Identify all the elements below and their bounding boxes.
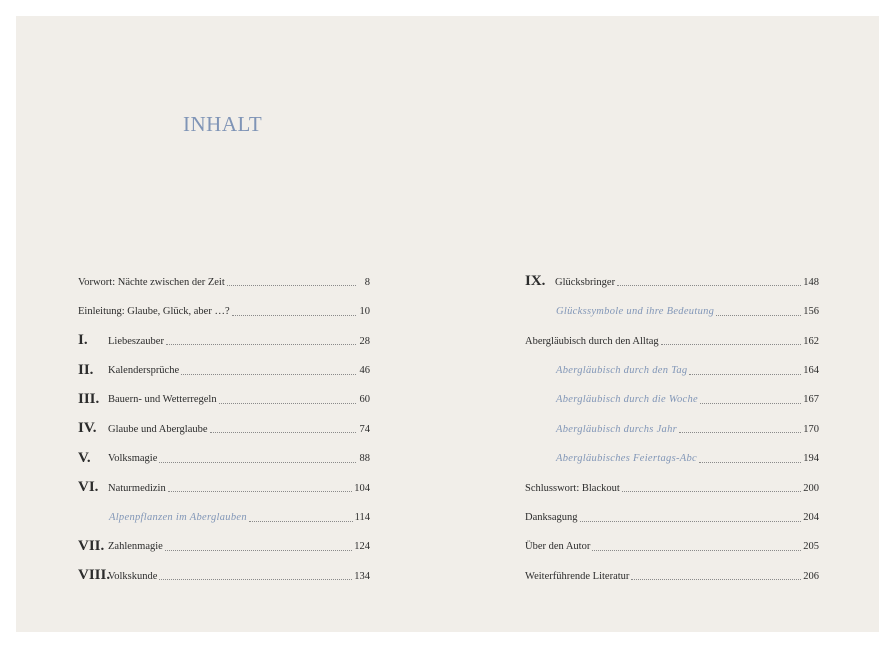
toc-entry — [525, 319, 819, 348]
dot-leader — [159, 579, 352, 580]
toc-entry — [78, 436, 370, 465]
toc-entry — [78, 348, 370, 377]
toc-entry — [525, 289, 819, 318]
dot-leader — [227, 285, 356, 286]
toc-entry — [525, 378, 819, 407]
page-number: 88 — [359, 453, 370, 465]
chapter-number: IV. — [78, 420, 97, 437]
toc-entry-label: Zahlenmagie — [108, 541, 163, 553]
chapter-number: V. — [78, 449, 91, 466]
dot-leader — [219, 403, 356, 404]
toc-entry-label: Kalendersprüche — [108, 365, 180, 377]
dot-leader — [689, 374, 801, 375]
page-number: 28 — [359, 335, 370, 347]
page-number: 148 — [803, 276, 819, 288]
page-number: 204 — [803, 512, 819, 524]
chapter-number: VI. — [78, 479, 99, 496]
page-number: 124 — [354, 541, 370, 553]
dot-leader — [700, 403, 801, 404]
toc-entry — [78, 495, 370, 524]
toc-entry-label: Volksmagie — [108, 453, 158, 465]
toc-entry-label: Liebeszauber — [108, 335, 164, 347]
dot-leader — [159, 462, 356, 463]
toc-entry-label: Glaube und Aberglaube — [108, 423, 208, 435]
page-number: 167 — [803, 394, 819, 406]
page-number: 194 — [803, 453, 819, 465]
page-number: 134 — [354, 570, 370, 582]
page-number: 162 — [803, 335, 819, 347]
dot-leader — [631, 579, 801, 580]
toc-entry-label: Danksagung — [525, 512, 578, 524]
toc-entry — [525, 260, 819, 289]
toc-entry-label: Glücksbringer — [555, 276, 616, 288]
toc-entry-label: Einleitung: Glaube, Glück, aber …? — [78, 306, 230, 318]
dot-leader — [166, 344, 356, 345]
page-number: 104 — [354, 482, 370, 494]
toc-entry — [78, 319, 370, 348]
chapter-number: VIII. — [78, 567, 111, 584]
page-number: 46 — [359, 365, 370, 377]
toc-subentry-label: Alpenpflanzen im Aberglauben — [109, 512, 247, 524]
chapter-number: IX. — [525, 273, 546, 290]
toc-entry — [78, 260, 370, 289]
chapter-number: III. — [78, 390, 100, 407]
page-number: 205 — [803, 541, 819, 553]
dot-leader — [168, 491, 353, 492]
toc-entry-label: Weiterführende Literatur — [525, 570, 630, 582]
toc-left-column — [78, 260, 370, 583]
toc-subentry-label: Glückssymbole und ihre Bedeutung — [556, 306, 715, 318]
page-title: INHALT — [183, 112, 263, 136]
dot-leader — [232, 315, 356, 316]
chapter-number: I. — [78, 332, 88, 349]
dot-leader — [699, 462, 801, 463]
toc-entry — [78, 466, 370, 495]
toc-entry — [525, 495, 819, 524]
page-number: 10 — [359, 306, 370, 318]
toc-entry — [525, 525, 819, 554]
page-number: 170 — [803, 423, 819, 435]
toc-entry — [525, 554, 819, 583]
toc-subentry-label: Abergläubisches Feiertags-Abc — [556, 453, 697, 465]
toc-subentry-label: Abergläubisch durchs Jahr — [556, 423, 678, 435]
dot-leader — [165, 550, 352, 551]
toc-entry-label: Volkskunde — [108, 570, 158, 582]
toc-entry-label: Abergläubisch durch den Alltag — [525, 335, 659, 347]
dot-leader — [210, 432, 356, 433]
page-number: 74 — [359, 423, 370, 435]
toc-entry — [78, 378, 370, 407]
toc-entry — [78, 525, 370, 554]
page-number: 114 — [354, 512, 370, 524]
dot-leader — [580, 521, 802, 522]
toc-entry — [525, 407, 819, 436]
page-number: 8 — [364, 276, 370, 288]
toc-entry — [525, 436, 819, 465]
page-number: 164 — [803, 365, 819, 377]
dot-leader — [249, 521, 353, 522]
dot-leader — [661, 344, 802, 345]
toc-subentry-label: Abergläubisch durch den Tag — [556, 365, 688, 377]
toc-entry — [525, 466, 819, 495]
toc-right-column — [525, 260, 819, 583]
toc-entry — [78, 407, 370, 436]
dot-leader — [716, 315, 801, 316]
toc-entry-label: Bauern- und Wetterregeln — [108, 394, 217, 406]
page-number: 156 — [803, 306, 819, 318]
toc-entry-label: Naturmedizin — [108, 482, 166, 494]
dot-leader — [679, 432, 801, 433]
toc-entry — [525, 348, 819, 377]
chapter-number: II. — [78, 361, 94, 378]
dot-leader — [181, 374, 356, 375]
page-number: 206 — [803, 570, 819, 582]
toc-subentry-label: Abergläubisch durch die Woche — [556, 394, 698, 406]
toc-entry — [78, 289, 370, 318]
toc-entry-label: Vorwort: Nächte zwischen der Zeit — [78, 276, 225, 288]
toc-entry-label: Schlusswort: Blackout — [525, 482, 620, 494]
chapter-number: VII. — [78, 537, 105, 554]
page-number: 60 — [359, 394, 370, 406]
toc-entry — [78, 554, 370, 583]
dot-leader — [592, 550, 801, 551]
toc-entry-label: Über den Autor — [525, 541, 591, 553]
dot-leader — [622, 491, 801, 492]
page-number: 200 — [803, 482, 819, 494]
dot-leader — [617, 285, 801, 286]
